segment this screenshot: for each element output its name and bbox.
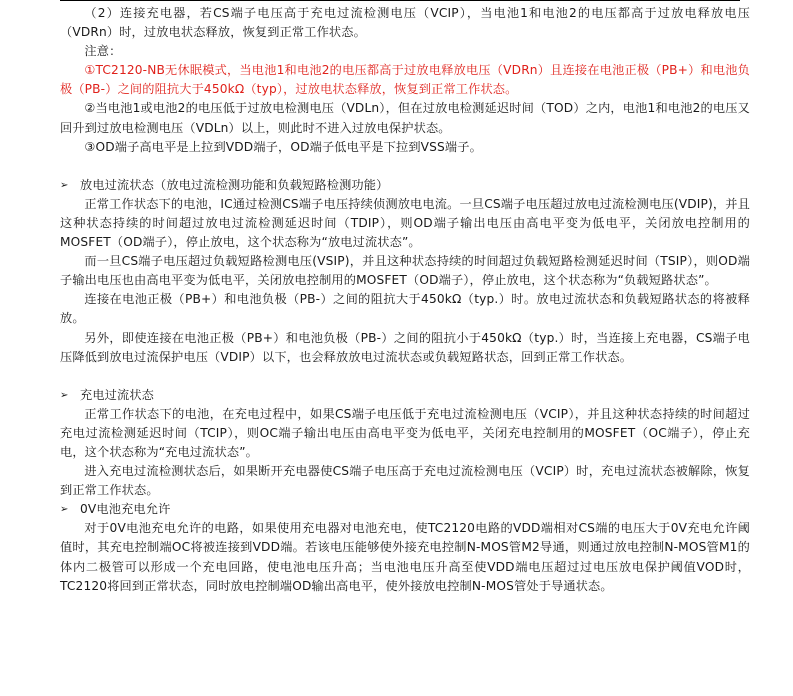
zero-volt-paragraph: 对于0V电池充电允许的电路，如果使用充电器对电池充电，使TC2120电路的VDD端相对CS端的电压大于0V充电允许阈值时，其充电控制端OC将被连接到VDD端。若该电压能够使外接充电控制N-MOS管M2导通，则通过放电控制N-MOS管M1的体内二极管可以形成一个充电回路，使电池电压升高；当电池电压升高至使VDD端电压超过过电压放电保护阈值VOD时，TC2120将回到正常状态，同时放电控制端OD输出高电平，使外接放电控制N-MOS管处于导通状态。: [60, 521, 750, 593]
document-body: [60, 4, 750, 596]
arrow-bullet-icon: ➢: [60, 504, 69, 516]
discharge-paragraph-1: 正常工作状态下的电池，IC通过检测CS端子电压持续侦测放电电流。一旦CS端子电压超过放电过流检测电压(VDIP)，并且这种状态持续的时间超过放电过流检测延迟时间（TDIP），则OD端子输出电压由高电平变为低电平，关闭放电控制用的MOSFET（OD端子），停止放电，这个状态称为“放电过流状态”。: [60, 196, 750, 250]
discharge-paragraph-4: 另外，即使连接在电池正极（PB+）和电池负极（PB-）之间的阻抗小于450kΩ（typ.）时，当连接上充电器，CS端子电压降低到放电过流保护电压（VDIP）以下，也会释放放电过流状态或负载短路状态，回到正常工作状态。: [60, 330, 750, 364]
section-charge-overcurrent-heading: [60, 386, 750, 405]
note-label: 注意：: [84, 44, 122, 59]
charge-paragraph-1: 正常工作状态下的电池，在充电过程中，如果CS端子电压低于充电过流检测电压（VCIP），并且这种状态持续的时间超过充电过流检测延迟时间（TCIP），则OC端子输出电压由高电平变为低电平，关闭充电控制用的MOSFET（OC端子），停止充电，这个状态称为“充电过流状态”。: [60, 406, 750, 459]
section-title: 充电过流状态: [80, 387, 155, 402]
note-1: ①TC2120-NB无休眠模式，当电池1和电池2的电压都高于过放电释放电压（VDRn）且连接在电池正极（PB+）和电池负极（PB-）之间的阻抗大于450kΩ（typ），过放电状态释放，恢复到正常工作状态。: [60, 63, 750, 97]
charge-paragraph-2: 进入充电过流检测状态后，如果断开充电器使CS端子电压高于充电过流检测电压（VCIP）时，充电过流状态被解除，恢复到正常工作状态。: [60, 464, 750, 498]
discharge-paragraph-3: 连接在电池正极（PB+）和电池负极（PB-）之间的阻抗大于450kΩ（typ.）时。放电过流状态和负载短路状态的将被释放。: [60, 292, 750, 326]
note-2: ②当电池1或电池2的电压低于过放电检测电压（VDLn），但在过放电检测延迟时间（TOD）之内，电池1和电池2的电压又回升到过放电检测电压（VDLn）以上，则此时不进入过放电保护状态。: [60, 101, 750, 135]
section-0v-charge-heading: [60, 500, 750, 519]
arrow-bullet-icon: ➢: [60, 389, 69, 401]
top-rule: [60, 0, 740, 1]
section-title: 0V电池充电允许: [80, 502, 171, 517]
arrow-bullet-icon: ➢: [60, 179, 69, 191]
discharge-paragraph-2: 而一旦CS端子电压超过负载短路检测电压(VSIP)，并且这种状态持续的时间超过负载短路检测延迟时间（TSIP），则OD端子输出电压也由高电平变为低电平，关闭放电控制用的MOSFET（OD端子），停止放电，这个状态称为“负载短路状态”。: [60, 254, 750, 288]
section-discharge-overcurrent-heading: [60, 176, 750, 195]
section-title: 放电过流状态（放电过流检测功能和负载短路检测功能）: [80, 177, 389, 192]
note-3: ③OD端子高电平是上拉到VDD端子，OD端子低电平是下拉到VSS端子。: [84, 139, 482, 154]
paragraph-charger-connect: （2）连接充电器，若CS端子电压高于充电过流检测电压（VCIP），当电池1和电池2的电压都高于过放电释放电压（VDRn）时，过放电状态释放，恢复到正常工作状态。: [60, 6, 750, 40]
